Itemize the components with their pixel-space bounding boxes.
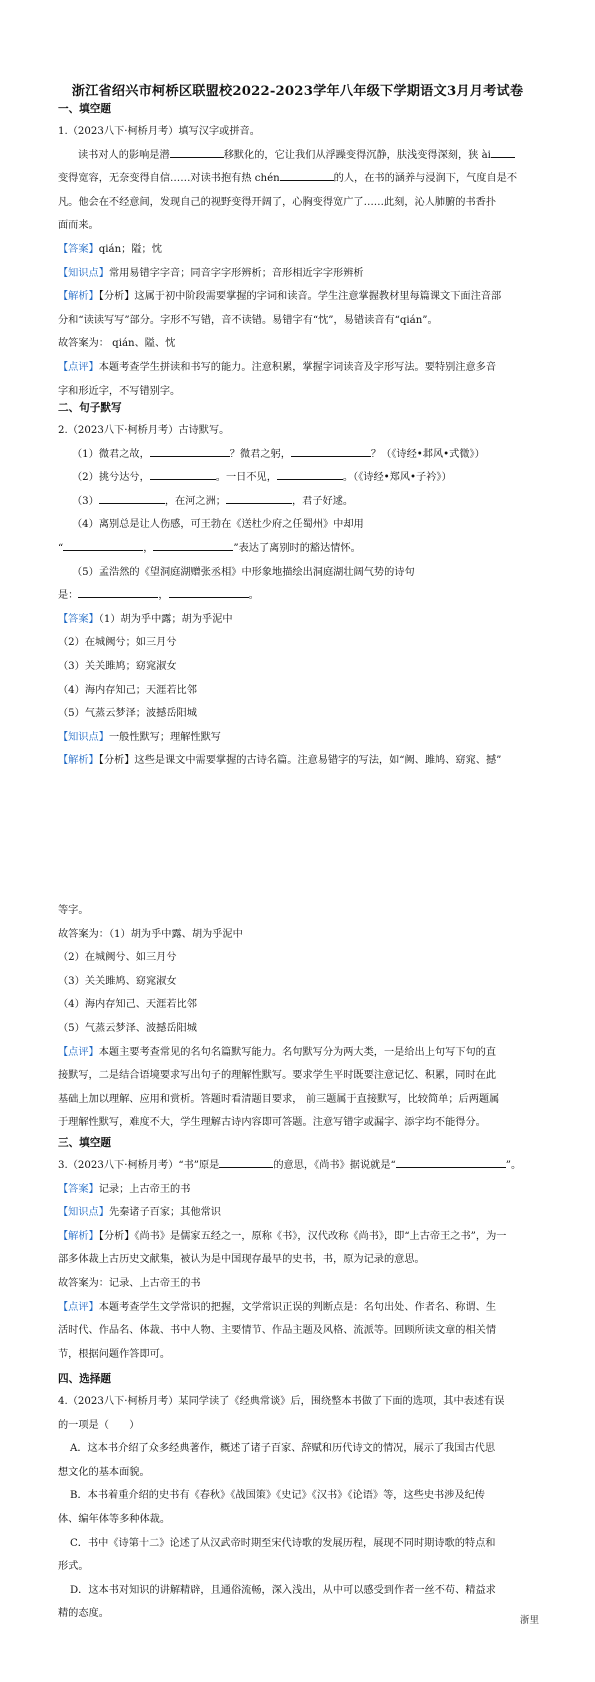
q2-blank-3[interactable] — [150, 467, 216, 480]
q1-passage-line-3: 凡。他会在不经意间，发现自己的视野变得开阔了，心胸变得宽广了……此刻，沁人肺腑的书香扑 — [58, 196, 497, 208]
q1-blank-2[interactable] — [491, 145, 515, 158]
q3-solution: 故答案为：记录、上古帝王的书 — [58, 1277, 201, 1289]
q3-analysis-line-2: 部多体裁上古历史文献集，被认为是中国现存最早的史书，书，原为记录的意思。 — [58, 1254, 425, 1266]
section-heading-1: 一、填空题 — [58, 103, 111, 115]
q1-passage-line-4: 面而来。 — [58, 220, 99, 232]
q2-item-2: （2）挑兮达兮， 。一日不见， 。（《诗经•郑风•子衿》） — [58, 466, 538, 490]
section-heading-4: 四、选择题 — [58, 1373, 111, 1385]
q2-answer-4: （4）海内存知己；天涯若比邻 — [58, 684, 197, 696]
q2-item-4: （4）离别总是让人伤感，可王勃在《送杜少府之任蜀州》中却用 — [72, 519, 364, 531]
q2-analysis-line-2: 等字。 — [58, 905, 89, 916]
q2-comment-line-3: 基础上加以理解、应用和赏析。答题时看清题目要求， 前三题属于直接默写，比较简单；后两题属 — [58, 1093, 500, 1105]
page-title: 浙江省绍兴市柯桥区联盟校2022-2023学年八年级下学期语文3月月考试卷 — [71, 84, 524, 99]
q2-blank-5[interactable] — [99, 491, 165, 504]
q3-blank-1[interactable] — [219, 1155, 273, 1168]
q1-comment-line-2: 字和形近字，不写错别字。 — [58, 385, 181, 397]
q3-knowledge: 【知识点】先秦诸子百家；其他常识 — [58, 1207, 221, 1219]
q2-solution-2: （2）在城阙兮、如三月兮 — [58, 952, 177, 964]
q3-comment-line-2: 活时代、作品名、体裁、书中人物、主要情节、作品主题及风格、流派等。回顾所读文章的相关情 — [58, 1325, 497, 1337]
q2-item-3: （3） ，在河之洲； ，君子好逑。 — [58, 490, 538, 514]
q3-analysis-line-1: 【解析】【分析】《尚书》是儒家五经之一，原称《书》，汉代改称《尚书》，即“上古帝王之书”，为一 — [58, 1230, 507, 1242]
q2-solution-1: 故答案为：（1）胡为乎中露、胡为乎泥中 — [58, 928, 243, 940]
q4-stem-line-2: 的一项是（ ） — [58, 1419, 140, 1431]
q2-blank-8[interactable] — [153, 538, 233, 551]
q2-blank-2[interactable] — [291, 444, 371, 457]
q1-answer: 【答案】qián；隘；忱 — [58, 243, 162, 255]
q3-stem: 3.（2023八下·柯桥月考）“书”原是 的意思，《尚书》据说就是“ ”。 — [58, 1154, 538, 1178]
q1-solution: 故答案为： qián、隘、忱 — [58, 338, 176, 350]
q2-analysis-line-1: 【解析】【分析】这些是课文中需要掌握的古诗名篇。注意易错字的写法，如“阙、雎鸠、窈窕、撼” — [58, 755, 502, 767]
page-footer: 浙里 — [519, 1615, 539, 1626]
q2-comment-line-1: 【点评】本题主要考查常见的名句名篇默写能力。名句默写分为两大类，一是给出上句写下句的直 — [58, 1046, 497, 1058]
q1-blank-3[interactable] — [280, 168, 334, 181]
question-2-continued — [58, 899, 538, 1135]
q3-answer: 【答案】记录；上古帝王的书 — [58, 1183, 191, 1195]
q2-solution-4: （4）海内存知己、天涯若比邻 — [58, 999, 197, 1011]
q2-answer-5: （5）气蒸云梦泽；波撼岳阳城 — [58, 708, 197, 720]
q4-option-b-cont: 体、编年体等多种体裁。 — [58, 1513, 171, 1525]
q2-item-5: （5）孟浩然的《望洞庭湖赠张丞相》中形象地描绘出洞庭湖壮阔气势的诗句 — [72, 566, 415, 578]
q4-stem-line-1: 4.（2023八下·柯桥月考）某同学读了《经典常谈》后，围绕整本书做了下面的选项，其中表述有误 — [58, 1396, 505, 1407]
comment-tag: 【点评】 — [58, 361, 99, 373]
q2-blank-10[interactable] — [169, 585, 249, 598]
q2-answer-3: （3）关关雎鸠；窈窕淑女 — [58, 660, 177, 672]
q1-analysis-line-2: 分和“读读写写”部分。字形不写错，音不读错。易错字有“忱”，易错读音有“qián”。 — [58, 314, 438, 326]
q2-blank-4[interactable] — [277, 467, 343, 480]
q3-blank-2[interactable] — [396, 1155, 506, 1168]
q2-answer-1: 【答案】（1）胡为乎中露；胡为乎泥中 — [58, 613, 233, 625]
q2-stem: 2.（2023八下·柯桥月考）古诗默写。 — [58, 425, 230, 436]
q2-solution-5: （5）气蒸云梦泽、波撼岳阳城 — [58, 1022, 197, 1034]
q4-option-d[interactable]: D．这本书对知识的讲解精辟，且通俗流畅，深入浅出，从中可以感受到作者一丝不苟、精益求 — [70, 1584, 496, 1596]
q2-knowledge: 【知识点】一般性默写；理解性默写 — [58, 731, 221, 743]
analysis-tag: 【解析】 — [58, 291, 99, 303]
q2-item-4-cont: “ ， ”表达了离别时的豁达情怀。 — [58, 537, 538, 561]
knowledge-tag: 【知识点】 — [58, 267, 109, 279]
q2-comment-line-4: 于理解性默写，难度不大，学生理解古诗内容即可答题。注意写错字或漏字、添字均不能得分。 — [58, 1117, 486, 1129]
q2-blank-9[interactable] — [78, 585, 158, 598]
q2-solution-3: （3）关关雎鸠、窈窕淑女 — [58, 975, 177, 987]
section-heading-3: 三、填空题 — [58, 1137, 111, 1149]
answer-tag: 【答案】 — [58, 243, 99, 255]
q1-stem: 1.（2023八下·柯桥月考）填写汉字或拼音。 — [58, 126, 260, 137]
q2-comment-line-2: 接默写，二是结合语境要求写出句子的理解性默写。要求学生平时既要注意记忆、积累，同时在此 — [58, 1070, 497, 1082]
question-1-block — [58, 98, 538, 403]
q2-answer-2: （2）在城阙兮；如三月兮 — [58, 637, 177, 649]
q4-option-d-cont: 精的态度。 — [58, 1608, 109, 1620]
q3-comment-line-3: 节，根据问题作答即可。 — [58, 1348, 171, 1360]
q4-option-b[interactable]: B．本书着重介绍的史书有《春秋》《战国策》《史记》《汉书》《论语》等，这些史书涉及纪传 — [70, 1490, 485, 1502]
q2-blank-7[interactable] — [63, 538, 143, 551]
q3-comment-line-1: 【点评】本题考查学生文学常识的把握，文学常识正误的判断点是：名句出处、作者名、称谓、生 — [58, 1301, 497, 1313]
q4-option-a-cont: 想文化的基本面貌。 — [58, 1466, 150, 1478]
q1-analysis-line-1: 【解析】【分析】这属于初中阶段需要掌握的字词和读音。学生注意掌握教材里每篇课文下面注音部 — [58, 291, 502, 303]
q2-item-1: （1）微君之故， ？微君之躬， ？（《诗经•邶风•式微》） — [58, 443, 538, 467]
q2-blank-6[interactable] — [226, 491, 292, 504]
q2-blank-1[interactable] — [150, 444, 230, 457]
q4-option-a[interactable]: A．这本书介绍了众多经典著作，概述了诸子百家、辞赋和历代诗文的情况，展示了我国古代思 — [70, 1443, 496, 1455]
q4-option-c-cont: 形式。 — [58, 1561, 89, 1573]
question-3-block — [58, 1132, 538, 1366]
question-4-block — [58, 1368, 538, 1626]
q1-passage-line-2: 变得宽容，无奈变得自信……对读书抱有热 chén 的人，在书的涵养与浸润下，气度自是不 — [58, 167, 538, 191]
q1-passage-line-1: 读书对人的影响是潜 移默化的，它让我们从浮躁变得沉静，肤浅变得深刻，狭 ài — [58, 144, 538, 168]
section-heading-2: 二、句子默写 — [58, 402, 122, 414]
q4-option-c[interactable]: C．书中《诗第十二》论述了从汉武帝时期至宋代诗歌的发展历程，展现不同时期诗歌的特点和 — [70, 1537, 496, 1549]
q2-item-5-cont: 是： ， 。 — [58, 584, 538, 608]
q1-knowledge: 【知识点】常用易错字字音；同音字字形辨析；音形相近字字形辨析 — [58, 267, 364, 279]
q1-comment-line-1: 【点评】本题考查学生拼读和书写的能力。注意积累，掌握字词读音及字形写法。要特别注意多音 — [58, 361, 497, 373]
question-2-block — [58, 397, 538, 773]
q1-blank-1[interactable] — [170, 145, 224, 158]
